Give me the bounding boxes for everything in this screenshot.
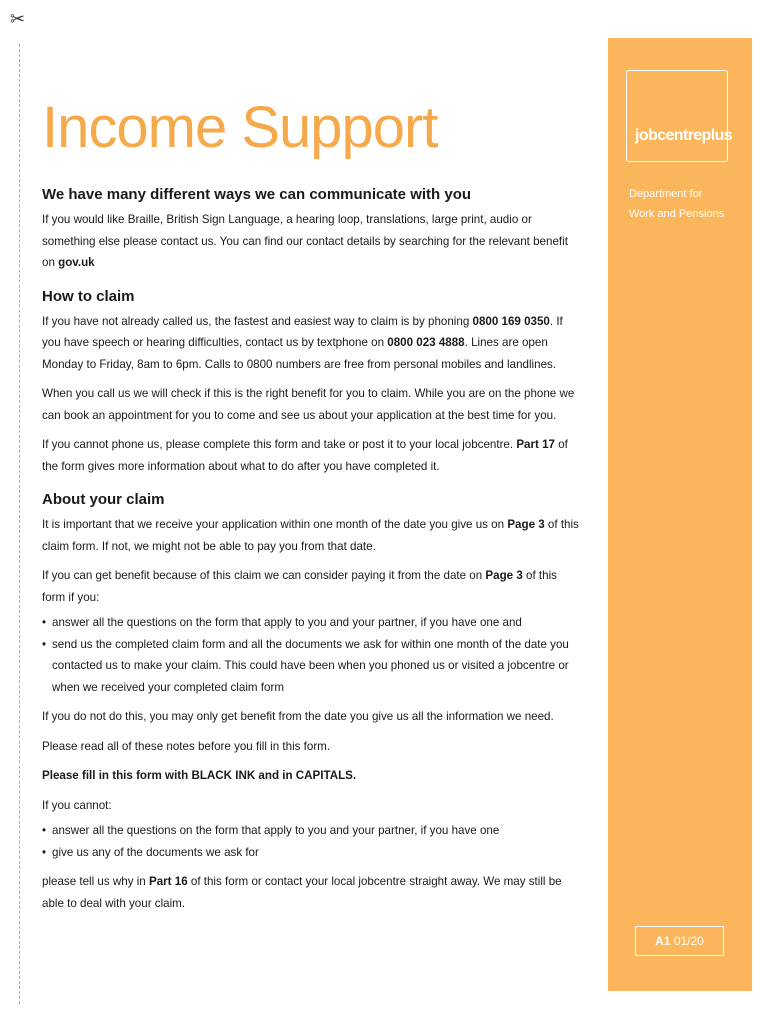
ink-instruction: Please fill in this form with BLACK INK and in CAPITALS. bbox=[42, 769, 357, 782]
about-claim-p7: please tell us why in Part 16 of this form or contact your local jobcentre straight away. We may still be able to deal with your claim. bbox=[42, 875, 562, 910]
logo-text: jobcentreplus bbox=[635, 127, 733, 144]
list-item: • answer all the questions on the form that apply to you and your partner, if you have one bbox=[42, 820, 582, 842]
department-name: Department for Work and Pensions bbox=[629, 188, 725, 220]
about-claim-p2: If you can get benefit because of this claim we can consider paying it from the date on Page 3 of this form if you: bbox=[42, 569, 557, 604]
jobcentreplus-logo bbox=[626, 70, 733, 162]
intro-paragraph: If you would like Braille, British Sign Language, a hearing loop, translations, large print, audio or something else please contact us. You can find our contact details by searching for the relevant benefit on gov.uk bbox=[42, 213, 568, 269]
form-code: A1 01/20 bbox=[635, 926, 724, 956]
about-claim-p6: If you cannot: bbox=[42, 798, 112, 812]
list-item: • send us the completed claim form and all the documents we ask for within one month of the date you contacted us to make your claim. This could have been when you phoned us or visited a jobcentre or when we received your completed claim form bbox=[42, 634, 582, 699]
about-claim-p4: Please read all of these notes before you fill in this form. bbox=[42, 739, 331, 753]
form-notes bbox=[42, 88, 582, 922]
cannot-list bbox=[42, 820, 582, 863]
how-to-claim-section bbox=[42, 288, 582, 478]
sidebar bbox=[608, 38, 752, 991]
conditions-list bbox=[42, 612, 582, 698]
how-to-claim-heading: How to claim bbox=[42, 287, 135, 305]
phone-number: 0800 169 0350 bbox=[472, 314, 550, 328]
textphone-number: 0800 023 4888 bbox=[387, 336, 465, 349]
intro-section bbox=[42, 186, 582, 274]
about-claim-p1: It is important that we receive your application within one month of the date you give us on Page 3 of this claim form. If not, we might not be able to pay you from that date. bbox=[42, 518, 579, 553]
cut-line bbox=[19, 44, 20, 1004]
scissors-icon: ✂ bbox=[10, 9, 26, 29]
intro-heading: We have many different ways we can communicate with you bbox=[42, 186, 472, 203]
list-item: • give us any of the documents we ask for bbox=[42, 842, 582, 864]
list-item: • answer all the questions on the form that apply to you and your partner, if you have one and bbox=[42, 612, 582, 634]
how-to-claim-p3: If you cannot phone us, please complete this form and take or post it to your local jobcentre. Part 17 of the form gives more information about what to do after you have completed it. bbox=[42, 438, 568, 473]
how-to-claim-p1: If you have not already called us, the fastest and easiest way to claim is by phoning 0800 169 0350. If you have speech or hearing difficulties, contact us by textphone on 0800 023 4888. Lines are open Monday to Friday, 8am to 6pm. Calls to 0800 numbers are free from personal mobiles and landlines. bbox=[42, 314, 563, 371]
about-claim-heading: About your claim bbox=[42, 491, 165, 508]
how-to-claim-p2: When you call us we will check if this is the right benefit for you to claim. While you are on the phone we can book an appointment for you to come and see us about your application at the best time for you. bbox=[42, 387, 575, 422]
about-claim-section bbox=[42, 491, 582, 914]
page-title: Income Support bbox=[42, 95, 438, 160]
about-claim-p3: If you do not do this, you may only get benefit from the date you give us all the information we need. bbox=[42, 710, 554, 723]
